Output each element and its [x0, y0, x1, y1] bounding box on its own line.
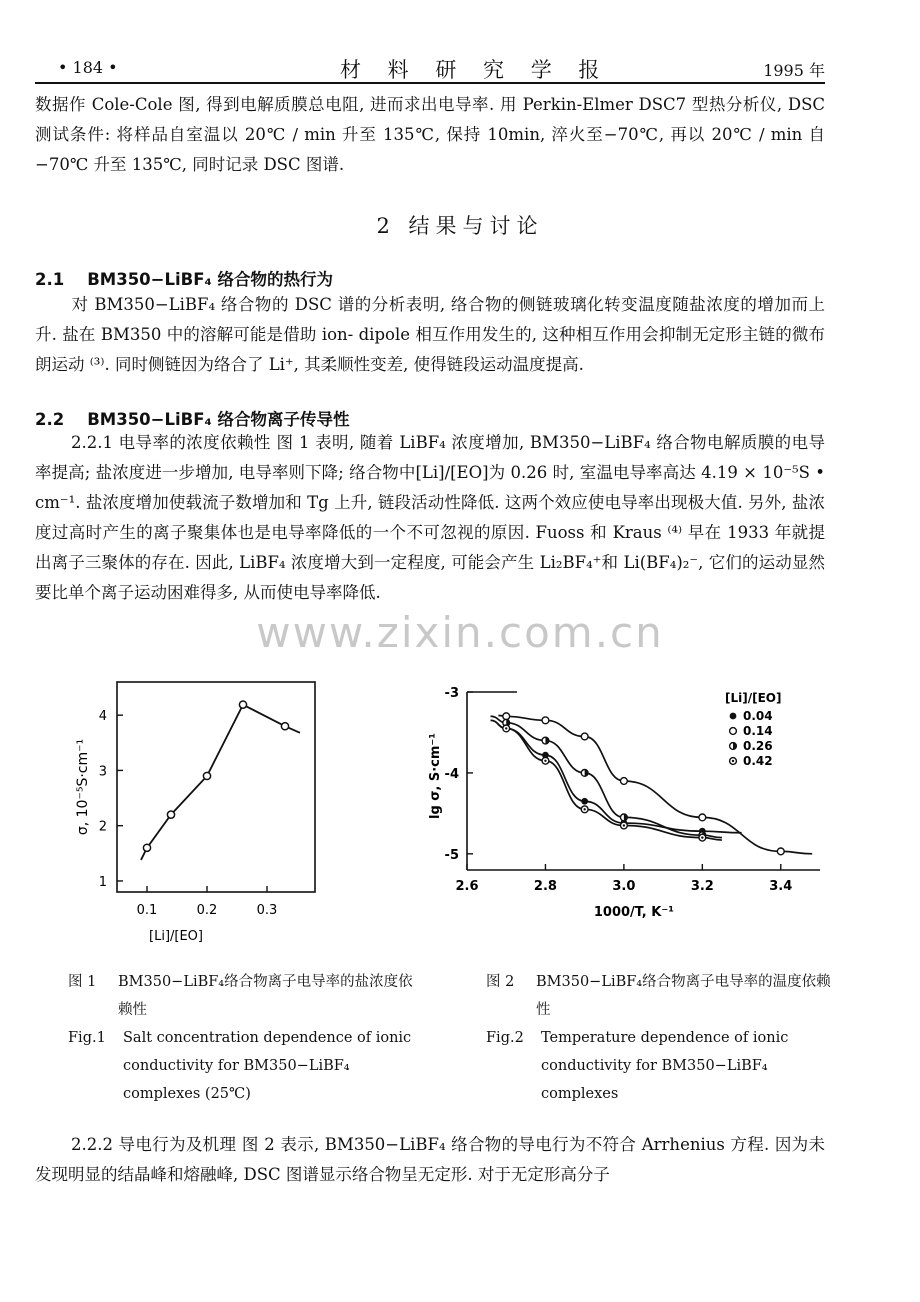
- data-point: [167, 811, 174, 818]
- subsection-2-2: [35, 406, 349, 430]
- paragraph-2-2-2: [35, 1130, 825, 1190]
- caption-text: Salt concentration dependence of ionic conductivity for BM350−LiBF₄ complexes (25℃): [123, 1030, 412, 1102]
- series-line: [141, 705, 300, 860]
- y-tick-label: 3: [98, 764, 107, 780]
- x-tick-label: 3.4: [769, 879, 793, 894]
- legend-marker: [730, 713, 737, 720]
- plot-frame: [117, 682, 315, 892]
- data-point: [203, 772, 210, 779]
- data-point-dot: [544, 760, 546, 762]
- y-tick-label: -3: [444, 686, 459, 701]
- y-tick-label: 4: [98, 709, 107, 725]
- x-tick-label: 3.2: [690, 879, 714, 894]
- legend-marker-dot: [732, 760, 734, 762]
- data-point: [581, 733, 588, 740]
- y-tick-label: -4: [444, 766, 459, 782]
- figure-1: [60, 670, 380, 960]
- paragraph-2-2-1-text: 2.2.1 电导率的浓度依赖性 图 1 表明, 随着 LiBF₄ 浓度增加, BM350−LiBF₄ 络合物电解质膜的电导率提高; 盐浓度进一步增加, 电导率则下降; 络合物中[Li]∕[EO]为 0.26 时, 室温电导率高达 4.19 × 10⁻⁵S • cm⁻¹. 盐浓度增加使载流子数增加和 Tg 上升, 链段活动性降低. 这两个效应使电导率出现极大值. 另外, 盐浓度过高时产生的离子聚集体也是电导率降低的一个不可忽视的原因. Fuoss 和 Kraus ⁽⁴⁾ 早在 1933 年就提出离子三聚体的存在. 因此, LiBF₄ 浓度增大到一定程度, 可能会产生 Li₂BF₄⁺和 Li(BF₄)₂⁻, 它们的运动显然要比单个离子运动困难得多, 从而使电导率降低.: [35, 433, 825, 602]
- caption-label: 图 1: [68, 974, 97, 990]
- legend-label: 0.14: [743, 724, 773, 738]
- y-tick-label: -5: [444, 847, 459, 863]
- data-point: [239, 701, 246, 708]
- header-rule: [35, 82, 825, 84]
- caption-text: Temperature dependence of ionic conductivity for BM350−LiBF₄ complexes: [541, 1030, 789, 1102]
- series-curve-0.42: [491, 720, 722, 840]
- caption-label: Fig.1: [68, 1030, 106, 1046]
- subsection-title: BM350−LiBF₄ 络合物离子传导性: [87, 410, 350, 429]
- paragraph-2-2-2-text: 2.2.2 导电行为及机理 图 2 表示, BM350−LiBF₄ 络合物的导电行为不符合 Arrhenius 方程. 因为未发现明显的结晶峰和熔融峰, DSC 图谱显示络合物呈无定形. 对于无定形高分子: [35, 1135, 825, 1184]
- y-tick-label: 1: [98, 874, 107, 890]
- data-point: [777, 848, 784, 855]
- subsection-number: 2.1: [35, 270, 65, 289]
- legend-title: [Li]/[EO]: [725, 691, 782, 705]
- subsection-2-1: [35, 266, 333, 290]
- x-tick-label: 0.3: [256, 903, 278, 918]
- journal-title: 材 料 研 究 学 报: [340, 58, 610, 82]
- x-axis-label: 1000/T, K⁻¹: [593, 905, 674, 920]
- data-point-dot: [701, 836, 703, 838]
- legend-label: 0.04: [743, 709, 773, 723]
- x-tick-label: 0.1: [136, 903, 158, 918]
- intro-paragraph: 数据作 Cole-Cole 图, 得到电解质膜总电阻, 进而求出电导率. 用 Perkin-Elmer DSC7 型热分析仪, DSC 测试条件: 将样品自室温以 20℃ ∕ min 升至 135℃, 保持 10min, 淬火至−70℃, 再以 20℃ ∕ min 自−70℃ 升至 135℃, 同时记录 DSC 图谱.: [35, 95, 825, 174]
- legend-label: 0.26: [743, 739, 773, 753]
- paragraph-2-1-text: 对 BM350−LiBF₄ 络合物的 DSC 谱的分析表明, 络合物的侧链玻璃化转变温度随盐浓度的增加而上升. 盐在 BM350 中的溶解可能是借助 ion- dipole 相互作用发生的, 这种相互作用会抑制无定形主链的微布朗运动 ⁽³⁾. 同时侧链因为络合了 Li⁺, 其柔顺性变差, 使得链段运动温度提高.: [35, 295, 825, 374]
- x-tick-label: 3.0: [612, 879, 636, 894]
- caption-text: BM350−LiBF₄络合物离子电导率的温度依赖性: [536, 974, 831, 1018]
- watermark: www.zixin.com.cn: [256, 608, 664, 657]
- section-heading: 2 结果与讨论: [376, 214, 544, 238]
- data-point: [281, 723, 288, 730]
- subsection-title: BM350−LiBF₄ 络合物的热行为: [87, 270, 333, 289]
- data-point-dot: [583, 808, 585, 810]
- subsection-number: 2.2: [35, 410, 65, 429]
- data-point-dot: [623, 824, 625, 826]
- legend-marker: [730, 728, 737, 735]
- data-point: [143, 844, 150, 851]
- figure-2: [425, 680, 845, 940]
- data-point: [620, 778, 627, 785]
- data-point: [581, 798, 588, 805]
- year: 1995 年: [763, 61, 825, 80]
- y-axis-label: lg σ, S·cm⁻¹: [428, 733, 443, 819]
- data-point-dot: [505, 727, 507, 729]
- data-point: [699, 814, 706, 821]
- x-tick-label: 0.2: [196, 903, 218, 918]
- caption-text: BM350−LiBF₄络合物离子电导率的盐浓度依赖性: [118, 974, 413, 1018]
- x-tick-label: 2.8: [533, 879, 557, 894]
- page-number: • 184 •: [58, 58, 118, 77]
- paragraph-2-1: [35, 290, 825, 380]
- y-tick-label: 2: [98, 819, 107, 835]
- caption-label: 图 2: [486, 974, 515, 990]
- x-tick-label: 2.6: [455, 879, 479, 894]
- caption-label: Fig.2: [486, 1030, 524, 1046]
- x-axis-label: [Li]/[EO]: [149, 929, 203, 944]
- data-point: [542, 717, 549, 724]
- legend-label: 0.42: [743, 754, 773, 768]
- paragraph-2-2-1: [35, 428, 825, 608]
- y-axis-label: σ, 10⁻⁵S·cm⁻¹: [75, 738, 91, 836]
